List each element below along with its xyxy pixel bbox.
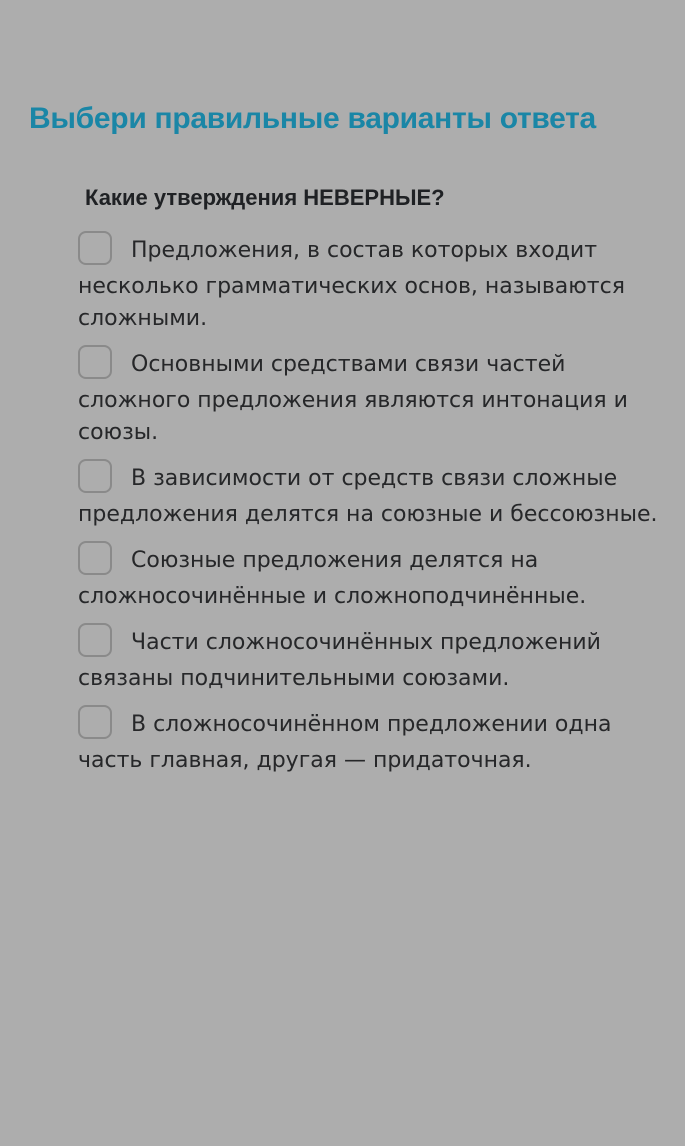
option-1-text-line1: Предложения, в состав которых входит: [131, 238, 598, 263]
checkbox-option-6[interactable]: [78, 705, 112, 739]
option-3-text-line1: В зависимости от средств связи сложные: [131, 466, 618, 491]
answer-option-3[interactable]: [78, 459, 668, 531]
checkbox-option-5[interactable]: [78, 623, 112, 657]
answer-option-6[interactable]: [78, 705, 668, 777]
checkbox-option-3[interactable]: [78, 459, 112, 493]
checkbox-option-4[interactable]: [78, 541, 112, 575]
option-2-text-line1: Основными средствами связи частей: [131, 352, 566, 377]
option-6-text-rest: часть главная, другая — придаточная.: [78, 748, 532, 773]
option-3-text-rest: предложения делятся на союзные и бессоюзные.: [78, 502, 658, 527]
answer-option-4[interactable]: [78, 541, 668, 613]
option-1-text-rest: несколько грамматических основ, называются сложными.: [78, 274, 625, 331]
answer-option-1[interactable]: [78, 231, 668, 335]
checkbox-option-2[interactable]: [78, 345, 112, 379]
option-6-text-line1: В сложносочинённом предложении одна: [131, 712, 612, 737]
option-2-text-rest: сложного предложения являются интонация и союзы.: [78, 388, 628, 445]
option-4-text-rest: сложносочинённые и сложноподчинённые.: [78, 584, 587, 609]
option-5-text-line1: Части сложносочинённых предложений: [131, 630, 601, 655]
option-4-text-line1: Союзные предложения делятся на: [131, 548, 539, 573]
option-5-text-rest: связаны подчинительными союзами.: [78, 666, 510, 691]
answer-option-2[interactable]: [78, 345, 668, 449]
answer-options-list: [78, 231, 668, 787]
answer-option-5[interactable]: [78, 623, 668, 695]
question-text: Какие утверждения НЕВЕРНЫЕ?: [85, 185, 445, 210]
task-heading: Выбери правильные варианты ответа: [29, 102, 596, 135]
checkbox-option-1[interactable]: [78, 231, 112, 265]
